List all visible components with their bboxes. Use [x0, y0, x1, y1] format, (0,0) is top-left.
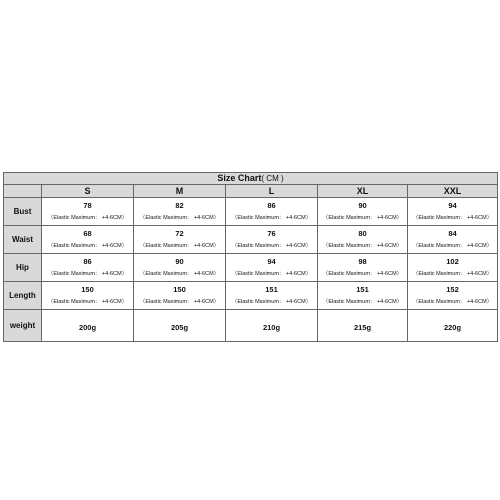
elastic-note: （Elastic Maximum： +4-6CM）: [231, 243, 312, 249]
table-row-weight: [4, 310, 498, 342]
measurement-cell: [408, 226, 498, 254]
measurement-cell: [318, 198, 408, 226]
elastic-note: （Elastic Maximum： +4-6CM）: [322, 271, 403, 277]
size-chart-table: [3, 172, 498, 342]
header-corner: [4, 185, 42, 198]
measurement-cell: [42, 198, 134, 226]
measurement-value: 68: [83, 229, 92, 238]
measurement-cell: [318, 282, 408, 310]
measurement-value: 90: [358, 201, 367, 210]
measurement-value: 98: [358, 257, 367, 266]
weight-value: 205g: [170, 322, 189, 332]
weight-cell: [134, 310, 226, 342]
elastic-note: （Elastic Maximum： +4-6CM）: [139, 243, 220, 249]
weight-value: 200g: [78, 322, 97, 332]
measurement-value: 94: [448, 201, 457, 210]
measurement-value: 84: [448, 229, 457, 238]
elastic-note: （Elastic Maximum： +4-6CM）: [322, 243, 403, 249]
measurement-value: 80: [358, 229, 367, 238]
measurement-value: 90: [175, 257, 184, 266]
size-header: XXL: [408, 185, 498, 198]
elastic-note: （Elastic Maximum： +4-6CM）: [47, 271, 128, 277]
elastic-note: （Elastic Maximum： +4-6CM）: [231, 215, 312, 221]
measurement-value: 102: [446, 257, 459, 266]
size-header: XL: [318, 185, 408, 198]
measurement-cell: [226, 282, 318, 310]
measurement-cell: [408, 282, 498, 310]
chart-unit: ( CM ): [261, 174, 284, 183]
measurement-cell: [134, 282, 226, 310]
weight-value: 215g: [353, 322, 372, 332]
row-label: Bust: [4, 198, 42, 226]
title-row: [4, 173, 498, 185]
measurement-value: 94: [267, 257, 276, 266]
measurement-value: 150: [81, 285, 94, 294]
measurement-cell: [226, 226, 318, 254]
measurement-cell: [408, 198, 498, 226]
size-header-row: [4, 185, 498, 198]
elastic-note: （Elastic Maximum： +4-6CM）: [47, 243, 128, 249]
measurement-cell: [134, 198, 226, 226]
weight-cell: [408, 310, 498, 342]
weight-cell: [226, 310, 318, 342]
elastic-note: （Elastic Maximum： +4-6CM）: [412, 271, 493, 277]
measurement-cell: [134, 226, 226, 254]
weight-cell: [318, 310, 408, 342]
elastic-note: （Elastic Maximum： +4-6CM）: [322, 299, 403, 305]
measurement-cell: [42, 254, 134, 282]
measurement-cell: [42, 282, 134, 310]
chart-title-text: Size Chart: [217, 173, 262, 183]
size-header: L: [226, 185, 318, 198]
measurement-value: 82: [175, 201, 184, 210]
elastic-note: （Elastic Maximum： +4-6CM）: [231, 271, 312, 277]
measurement-value: 151: [265, 285, 278, 294]
weight-value: 220g: [443, 322, 462, 332]
measurement-cell: [318, 254, 408, 282]
table-row: [4, 254, 498, 282]
chart-title: [4, 173, 498, 185]
elastic-note: （Elastic Maximum： +4-6CM）: [412, 299, 493, 305]
table-row: [4, 226, 498, 254]
row-label: weight: [4, 310, 42, 342]
elastic-note: （Elastic Maximum： +4-6CM）: [139, 299, 220, 305]
table-row: [4, 198, 498, 226]
measurement-cell: [226, 198, 318, 226]
elastic-note: （Elastic Maximum： +4-6CM）: [231, 299, 312, 305]
weight-value: 210g: [262, 322, 281, 332]
measurement-cell: [134, 254, 226, 282]
measurement-cell: [42, 226, 134, 254]
row-label: Hip: [4, 254, 42, 282]
elastic-note: （Elastic Maximum： +4-6CM）: [322, 215, 403, 221]
table-row: [4, 282, 498, 310]
measurement-cell: [226, 254, 318, 282]
measurement-cell: [408, 254, 498, 282]
measurement-value: 76: [267, 229, 276, 238]
row-label: Waist: [4, 226, 42, 254]
elastic-note: （Elastic Maximum： +4-6CM）: [139, 215, 220, 221]
measurement-value: 150: [173, 285, 186, 294]
measurement-value: 78: [83, 201, 92, 210]
measurement-value: 72: [175, 229, 184, 238]
measurement-value: 86: [83, 257, 92, 266]
measurement-cell: [318, 226, 408, 254]
elastic-note: （Elastic Maximum： +4-6CM）: [139, 271, 220, 277]
elastic-note: （Elastic Maximum： +4-6CM）: [47, 299, 128, 305]
measurement-value: 151: [356, 285, 369, 294]
weight-cell: [42, 310, 134, 342]
measurement-value: 152: [446, 285, 459, 294]
elastic-note: （Elastic Maximum： +4-6CM）: [47, 215, 128, 221]
row-label: Length: [4, 282, 42, 310]
size-header: M: [134, 185, 226, 198]
elastic-note: （Elastic Maximum： +4-6CM）: [412, 243, 493, 249]
measurement-value: 86: [267, 201, 276, 210]
elastic-note: （Elastic Maximum： +4-6CM）: [412, 215, 493, 221]
size-header: S: [42, 185, 134, 198]
